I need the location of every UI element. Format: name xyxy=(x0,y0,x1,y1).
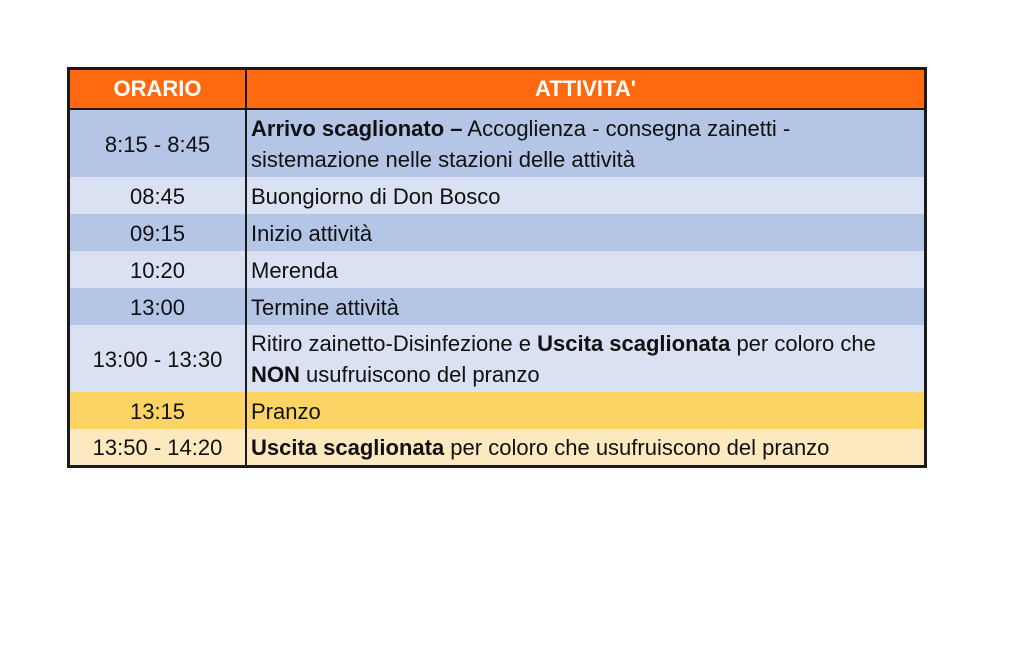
activity-text: Ritiro zainetto-Disinfezione e xyxy=(251,331,538,356)
activity-bold: Arrivo scaglionato – xyxy=(251,116,463,141)
row-time: 8:15 - 8:45 xyxy=(70,109,246,177)
row-activity xyxy=(246,325,924,392)
activity-bold: Uscita scaglionata xyxy=(251,435,445,460)
table-row xyxy=(70,177,924,214)
table-row xyxy=(70,109,924,177)
row-time: 09:15 xyxy=(70,214,246,251)
activity-text: per coloro che usufruiscono del pranzo xyxy=(444,435,830,460)
row-time: 10:20 xyxy=(70,251,246,288)
table-row xyxy=(70,251,924,288)
header-row xyxy=(70,70,924,109)
activity-text: Accoglienza - consegna zainetti - sistemazione nelle stazioni delle attività xyxy=(251,116,791,172)
table-row xyxy=(70,392,924,429)
schedule-table xyxy=(67,67,927,468)
row-time: 13:00 xyxy=(70,288,246,325)
activity-bold: Uscita scaglionata xyxy=(537,331,731,356)
row-time: 13:15 xyxy=(70,392,246,429)
row-activity: Merenda xyxy=(246,251,924,288)
table-row xyxy=(70,429,924,465)
row-activity: Pranzo xyxy=(246,392,924,429)
row-activity: Inizio attività xyxy=(246,214,924,251)
table-row xyxy=(70,214,924,251)
table-row xyxy=(70,325,924,392)
schedule-grid xyxy=(70,70,924,465)
activity-text: per coloro che xyxy=(730,331,876,356)
row-time: 13:00 - 13:30 xyxy=(70,325,246,392)
activity-text: usufruiscono del pranzo xyxy=(299,362,540,387)
table-row xyxy=(70,288,924,325)
activity-bold: NON xyxy=(251,362,300,387)
row-time: 13:50 - 14:20 xyxy=(70,429,246,465)
header-time: ORARIO xyxy=(70,70,246,109)
row-activity: Buongiorno di Don Bosco xyxy=(246,177,924,214)
row-time: 08:45 xyxy=(70,177,246,214)
row-activity: Termine attività xyxy=(246,288,924,325)
row-activity xyxy=(246,429,924,465)
header-activity: ATTIVITA' xyxy=(246,70,924,109)
row-activity xyxy=(246,109,924,177)
